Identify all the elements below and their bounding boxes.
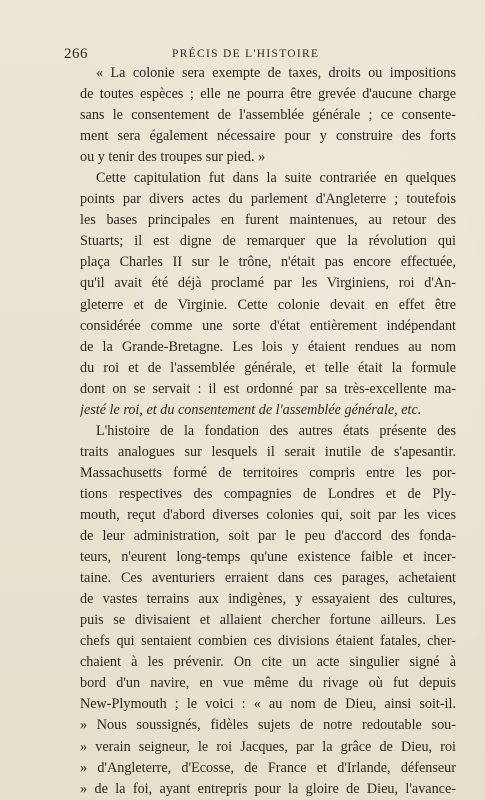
text-line: jesté le roi, et du consentement de l'assemblée générale, etc. <box>80 401 422 418</box>
text-line: sans le consentement de l'assemblée générale ; ce consente- <box>80 107 456 124</box>
text-line: « La colonie sera exempte de taxes, droits ou impositions <box>96 65 456 81</box>
text-line: » Nous soussignés, fidèles sujets de notre redoutable sou- <box>80 717 456 734</box>
running-head: PRÉCIS DE L'HISTOIRE <box>172 48 320 60</box>
text-line: bord d'un navire, en vue même du rivage où fut depuis <box>80 675 456 692</box>
text-line: du roi et de l'assemblée générale, et telle était la formule <box>80 359 456 376</box>
text-line: Stuarts; il est digne de remarquer que la révolution qui <box>80 233 456 250</box>
text-line: chefs qui sentaient combien ces divisions étaient fatales, cher- <box>80 633 456 650</box>
text-line: de vastes terrains aux indigènes, y essayaient des cultures, <box>80 591 456 608</box>
text-line: mouth, reçut d'abord diverses colonies qui, soit par les vices <box>80 506 456 523</box>
text-line: New-Plymouth ; le voici : « au nom de Dieu, ainsi soit-il. <box>80 696 456 713</box>
text-line: plaça Charles II sur le trône, n'était pas encore effectuée, <box>80 254 456 271</box>
text-line: tions respectives des compagnies de Londres et de Ply- <box>80 485 456 502</box>
text-line: les bases principales en furent maintenues, au retour des <box>80 212 456 229</box>
text-line: dont on se servait : il est ordonné par sa très-excellente ma- <box>80 380 456 397</box>
page-number: 266 <box>64 46 88 62</box>
text-line: qu'il avait été déjà proclamé par les Virginiens, roi d'An- <box>80 275 456 292</box>
body-text <box>80 63 456 800</box>
text-line: chaient à les prévenir. On cite un acte singulier signé à <box>80 654 456 671</box>
text-line: taine. Ces aventuriers erraient dans ces parages, achetaient <box>80 570 456 587</box>
text-line: gleterre et de Virginie. Cette colonie devait en effet être <box>80 296 456 313</box>
text-line: traits analogues sur lesquels il serait inutile de s'apesantir. <box>80 443 456 460</box>
text-line: » verain seigneur, le roi Jacques, par la grâce de Dieu, roi <box>80 738 456 755</box>
text-line: » de la foi, ayant entrepris pour la gloire de Dieu, l'avance- <box>80 780 456 797</box>
text-line: ment sera également nécessaire pour y construire des forts <box>80 128 456 145</box>
text-line: Massachusetts formé de territoires compris entre les por- <box>80 464 456 481</box>
text-line: considérée comme une sorte d'état entièrement indépendant <box>80 317 456 334</box>
text-line: Cette capitulation fut dans la suite contrariée en quelques <box>96 170 456 187</box>
text-line: points par divers actes du parlement d'Angleterre ; toutefois <box>80 191 456 208</box>
text-line: » d'Angleterre, d'Ecosse, de France et d'Irlande, défenseur <box>80 759 456 776</box>
text-line: L'histoire de la fondation des autres états présente des <box>96 422 456 439</box>
text-line: teurs, n'eurent long-temps qu'une existence faible et incer- <box>80 549 456 566</box>
text-line: de toutes espèces ; elle ne pourra être grevée d'aucune charge <box>80 86 456 103</box>
text-line: puis se divisaient et allaient chercher fortune ailleurs. Les <box>80 612 456 629</box>
page-header <box>0 46 485 62</box>
text-line: de la Grande-Bretagne. Les lois y étaient rendues au nom <box>80 338 456 355</box>
text-line: ou y tenir des troupes sur pied. » <box>80 149 266 166</box>
text-line: de leur administration, soit par le peu d'accord des fonda- <box>80 528 456 545</box>
